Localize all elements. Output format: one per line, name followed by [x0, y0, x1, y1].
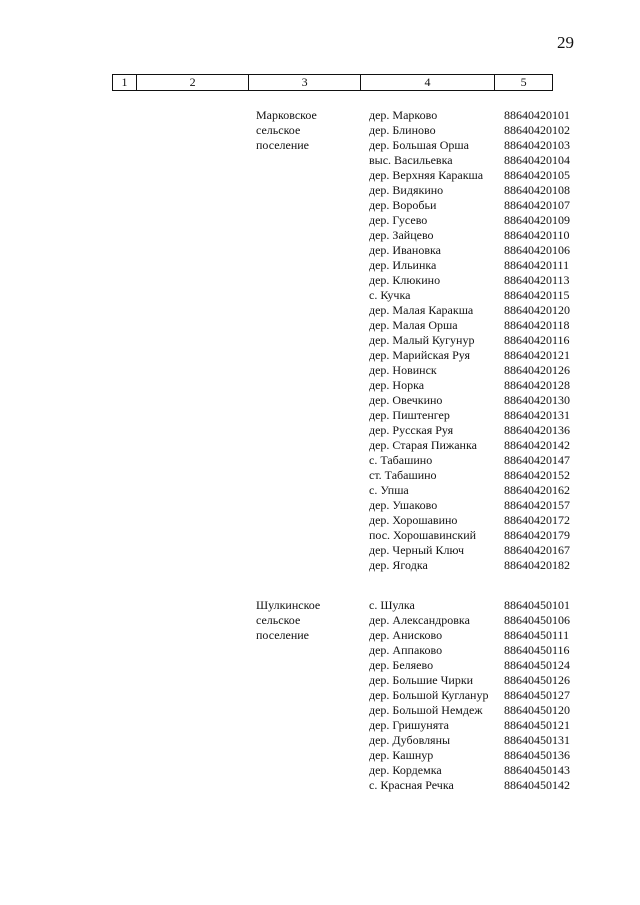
table-row [369, 558, 570, 573]
oktmo-code: 88640420107 [504, 198, 570, 212]
locality-name: с. Красная Речка [369, 778, 454, 792]
column-header-2: 2 [137, 75, 249, 90]
locality-name: дер. Клюкино [369, 273, 441, 287]
locality-name: дер. Гусево [369, 213, 428, 227]
oktmo-code: 88640420136 [504, 423, 570, 437]
settlement-name [256, 598, 361, 643]
table-row [369, 198, 570, 213]
oktmo-code: 88640450101 [504, 598, 570, 612]
oktmo-code: 88640450116 [504, 643, 570, 657]
table-row [369, 138, 570, 153]
oktmo-code: 88640420113 [504, 273, 570, 287]
oktmo-code: 88640420104 [504, 153, 570, 167]
settlement-name-line: Марковское [256, 108, 317, 122]
oktmo-code: 88640450121 [504, 718, 570, 732]
table-row [369, 288, 570, 303]
page-number: 29 [557, 33, 574, 52]
locality-name: дер. Черный Ключ [369, 543, 464, 557]
oktmo-code: 88640420142 [504, 438, 570, 452]
locality-name: дер. Марково [369, 108, 438, 122]
column-header-4: 4 [361, 75, 495, 90]
oktmo-code: 88640420167 [504, 543, 570, 557]
oktmo-code: 88640420121 [504, 348, 570, 362]
table-row [369, 168, 570, 183]
locality-name: дер. Верхняя Каракша [369, 168, 484, 182]
locality-list [369, 598, 570, 793]
locality-name: дер. Анисково [369, 628, 443, 642]
oktmo-code: 88640420102 [504, 123, 570, 137]
table-row [369, 438, 570, 453]
oktmo-code: 88640420126 [504, 363, 570, 377]
locality-name: дер. Видякино [369, 183, 444, 197]
oktmo-code: 88640450124 [504, 658, 570, 672]
oktmo-code: 88640420147 [504, 453, 570, 467]
locality-name: выс. Васильевка [369, 153, 453, 167]
oktmo-code: 88640420157 [504, 498, 570, 512]
locality-name: дер. Новинск [369, 363, 437, 377]
locality-name: дер. Норка [369, 378, 425, 392]
locality-name: дер. Воробьи [369, 198, 437, 212]
locality-name: дер. Большой Кугланур [369, 688, 489, 702]
oktmo-code: 88640420128 [504, 378, 570, 392]
locality-name: дер. Беляево [369, 658, 434, 672]
locality-name: дер. Ягодка [369, 558, 428, 572]
oktmo-code: 88640450111 [504, 628, 570, 642]
locality-name: дер. Кашнур [369, 748, 434, 762]
table-row [369, 778, 570, 793]
table-row [369, 658, 570, 673]
table-row [369, 333, 570, 348]
oktmo-code: 88640420115 [504, 288, 570, 302]
table-row [369, 468, 570, 483]
table-row [369, 643, 570, 658]
table-row [369, 393, 570, 408]
table-row [369, 318, 570, 333]
table-row [369, 628, 570, 643]
settlement-name-line: Шулкинское [256, 598, 321, 612]
oktmo-code: 88640420120 [504, 303, 570, 317]
locality-name: дер. Большие Чирки [369, 673, 474, 687]
table-header [112, 74, 553, 91]
table-row [369, 213, 570, 228]
locality-name: дер. Старая Пижанка [369, 438, 477, 452]
table-row [369, 613, 570, 628]
settlement-name-line: сельское [256, 123, 301, 137]
oktmo-code: 88640450127 [504, 688, 570, 702]
table-row [369, 363, 570, 378]
locality-name: пос. Хорошавинский [369, 528, 477, 542]
oktmo-code: 88640420103 [504, 138, 570, 152]
locality-name: с. Шулка [369, 598, 415, 612]
locality-name: дер. Дубовляны [369, 733, 451, 747]
oktmo-code: 88640420105 [504, 168, 570, 182]
oktmo-code: 88640420152 [504, 468, 570, 482]
settlement-name-line: поселение [256, 628, 310, 642]
oktmo-code: 88640420131 [504, 408, 570, 422]
table-row [369, 498, 570, 513]
oktmo-code: 88640450131 [504, 733, 570, 747]
locality-name: дер. Русская Руя [369, 423, 454, 437]
table-row [369, 673, 570, 688]
oktmo-code: 88640420182 [504, 558, 570, 572]
locality-name: дер. Большой Немдеж [369, 703, 483, 717]
table-row [369, 453, 570, 468]
table-row [369, 243, 570, 258]
table-row [369, 718, 570, 733]
oktmo-code: 88640420109 [504, 213, 570, 227]
table-row [369, 748, 570, 763]
oktmo-code: 88640450106 [504, 613, 570, 627]
table-row [369, 303, 570, 318]
locality-name: дер. Малый Кугунур [369, 333, 475, 347]
oktmo-code: 88640420179 [504, 528, 570, 542]
table-row [369, 733, 570, 748]
locality-name: дер. Ушаково [369, 498, 438, 512]
locality-name: дер. Овечкино [369, 393, 443, 407]
table-row [369, 598, 570, 613]
locality-name: дер. Пиштенгер [369, 408, 450, 422]
locality-name: с. Упша [369, 483, 409, 497]
table-row [369, 123, 570, 138]
oktmo-code: 88640420116 [504, 333, 570, 347]
column-header-1: 1 [113, 75, 137, 90]
locality-name: дер. Аппаково [369, 643, 443, 657]
settlement-name [256, 108, 361, 153]
table-row [369, 423, 570, 438]
locality-name: дер. Марийская Руя [369, 348, 470, 362]
oktmo-code: 88640450120 [504, 703, 570, 717]
locality-name: дер. Блиново [369, 123, 436, 137]
oktmo-code: 88640420172 [504, 513, 570, 527]
table-row [369, 153, 570, 168]
locality-name: дер. Большая Орша [369, 138, 469, 152]
table-row [369, 688, 570, 703]
locality-name: дер. Гришунята [369, 718, 449, 732]
locality-name: дер. Александровка [369, 613, 470, 627]
table-row [369, 348, 570, 363]
oktmo-code: 88640420130 [504, 393, 570, 407]
locality-name: дер. Малая Каракша [369, 303, 474, 317]
oktmo-code: 88640450126 [504, 673, 570, 687]
locality-name: дер. Хорошавино [369, 513, 458, 527]
locality-name: с. Кучка [369, 288, 411, 302]
table-row [369, 528, 570, 543]
table-row [369, 228, 570, 243]
locality-list [369, 108, 570, 573]
oktmo-code: 88640420162 [504, 483, 570, 497]
oktmo-code: 88640420106 [504, 243, 570, 257]
oktmo-code: 88640450143 [504, 763, 570, 777]
oktmo-code: 88640420111 [504, 258, 570, 272]
table-row [369, 258, 570, 273]
locality-name: дер. Малая Орша [369, 318, 458, 332]
table-row [369, 378, 570, 393]
locality-name: с. Табашино [369, 453, 433, 467]
table-row [369, 543, 570, 558]
locality-name: дер. Кордемка [369, 763, 442, 777]
table-row [369, 763, 570, 778]
table-row [369, 108, 570, 123]
table-row [369, 483, 570, 498]
table-row [369, 408, 570, 423]
locality-name: дер. Ильинка [369, 258, 437, 272]
table-row [369, 273, 570, 288]
locality-name: ст. Табашино [369, 468, 437, 482]
oktmo-code: 88640450136 [504, 748, 570, 762]
locality-name: дер. Ивановка [369, 243, 441, 257]
settlement-name-line: сельское [256, 613, 301, 627]
oktmo-code: 88640420108 [504, 183, 570, 197]
settlement-name-line: поселение [256, 138, 310, 152]
table-row [369, 513, 570, 528]
table-row [369, 183, 570, 198]
column-header-5: 5 [520, 75, 527, 89]
table-row [369, 703, 570, 718]
column-header-3: 3 [249, 75, 360, 90]
oktmo-code: 88640450142 [504, 778, 570, 792]
locality-name: дер. Зайцево [369, 228, 434, 242]
oktmo-code: 88640420101 [504, 108, 570, 122]
oktmo-code: 88640420110 [504, 228, 570, 242]
oktmo-code: 88640420118 [504, 318, 570, 332]
